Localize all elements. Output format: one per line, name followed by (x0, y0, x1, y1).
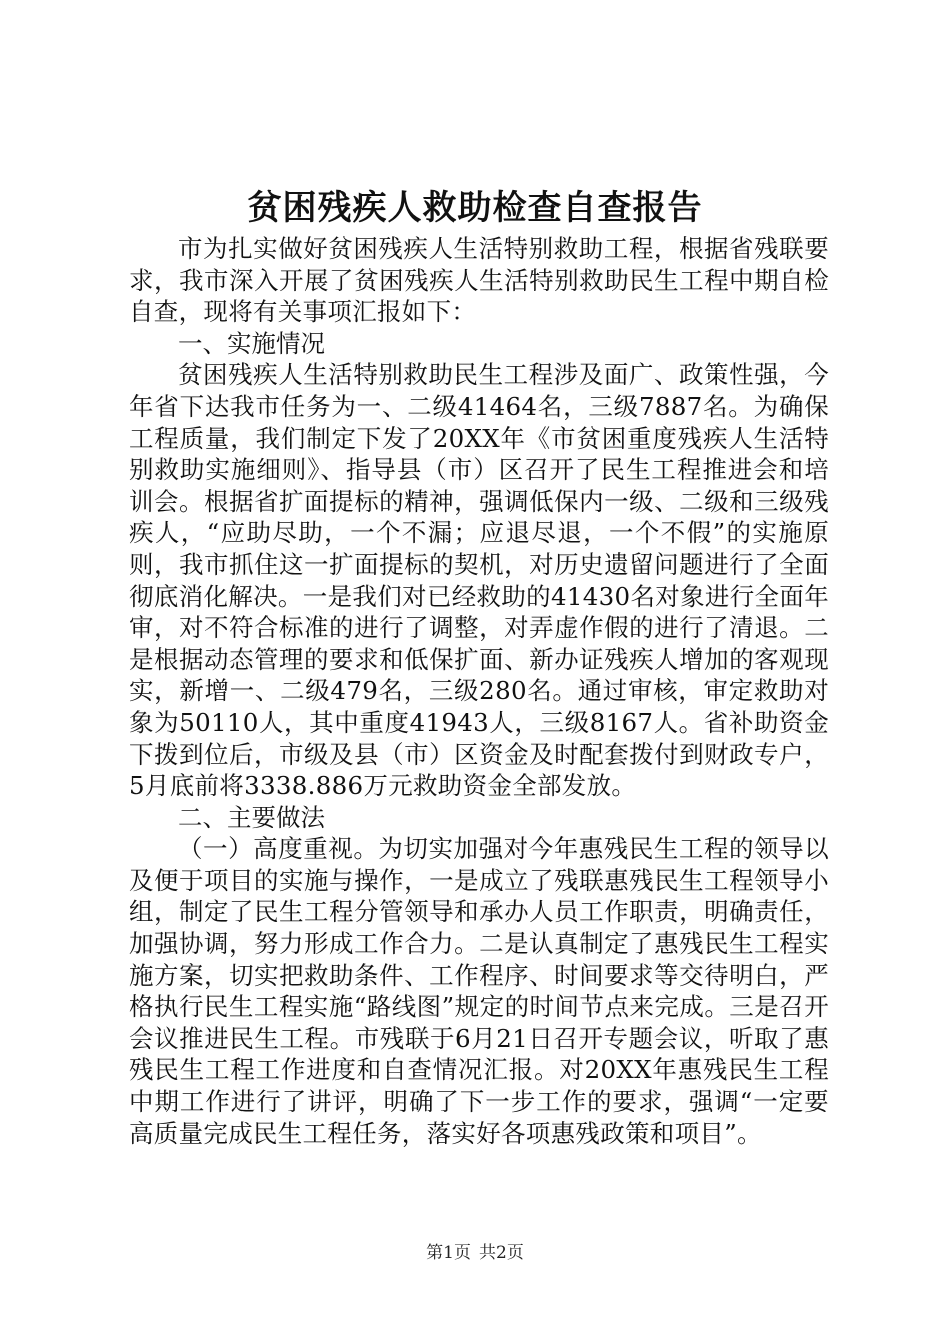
intro-paragraph: 市为扎实做好贫困残疾人生活特别救助工程，根据省残联要求，我市深入开展了贫困残疾人生活特别救助民生工程中期自检自查，现将有关事项汇报如下： (129, 234, 829, 327)
page-footer (0, 1241, 950, 1265)
section-heading-implementation: 一、实施情况 (178, 328, 325, 358)
page-total: 共2页 (479, 1243, 524, 1263)
section-heading-main-practices: 二、主要做法 (178, 802, 325, 832)
implementation-paragraph: 贫困残疾人生活特别救助民生工程涉及面广、政策性强，今年省下达我市任务为一、二级41464名，三级7887名。为确保工程质量，我们制定下发了20XX年《市贫困重度残疾人生活特别救助实施细则》、指导县（市）区召开了民生工程推进会和培训会。根据省扩面提标的精神，强调低保内一级、二级和三级残疾人，“应助尽助，一个不漏；应退尽退，一个不假”的实施原则，我市抓住这一扩面提标的契机，对历史遗留问题进行了全面彻底消化解决。一是我们对已经救助的41430名对象进行全面年审，对不符合标准的进行了调整，对弄虚作假的进行了清退。二是根据动态管理的要求和低保扩面、新办证残疾人增加的客观现实，新增一、二级479名，三级280名。通过审核，审定救助对象为50110人，其中重度41943人，三级8167人。省补助资金下拨到位后，市级及县（市）区资金及时配套拨付到财政专户，5月底前将3338.886万元救助资金全部发放。 (129, 360, 829, 801)
document-title: 贫困残疾人救助检查自查报告 (247, 188, 703, 228)
practices-paragraph: （一）高度重视。为切实加强对今年惠残民生工程的领导以及便于项目的实施与操作，一是成立了残联惠残民生工程领导小组，制定了民生工程分管领导和承办人员工作职责，明确责任，加强协调，努力形成工作合力。二是认真制定了惠残民生工程实施方案，切实把救助条件、工作程序、时间要求等交待明白，严格执行民生工程实施“路线图”规定的时间节点来完成。三是召开会议推进民生工程。市残联于6月21日召开专题会议，听取了惠残民生工程工作进度和自查情况汇报。对20XX年惠残民生工程中期工作进行了讲评，明确了下一步工作的要求，强调“一定要高质量完成民生工程任务，落实好各项惠残政策和项目”。 (129, 834, 829, 1148)
document-body (129, 233, 829, 1149)
page-number: 第1页 (426, 1243, 471, 1263)
